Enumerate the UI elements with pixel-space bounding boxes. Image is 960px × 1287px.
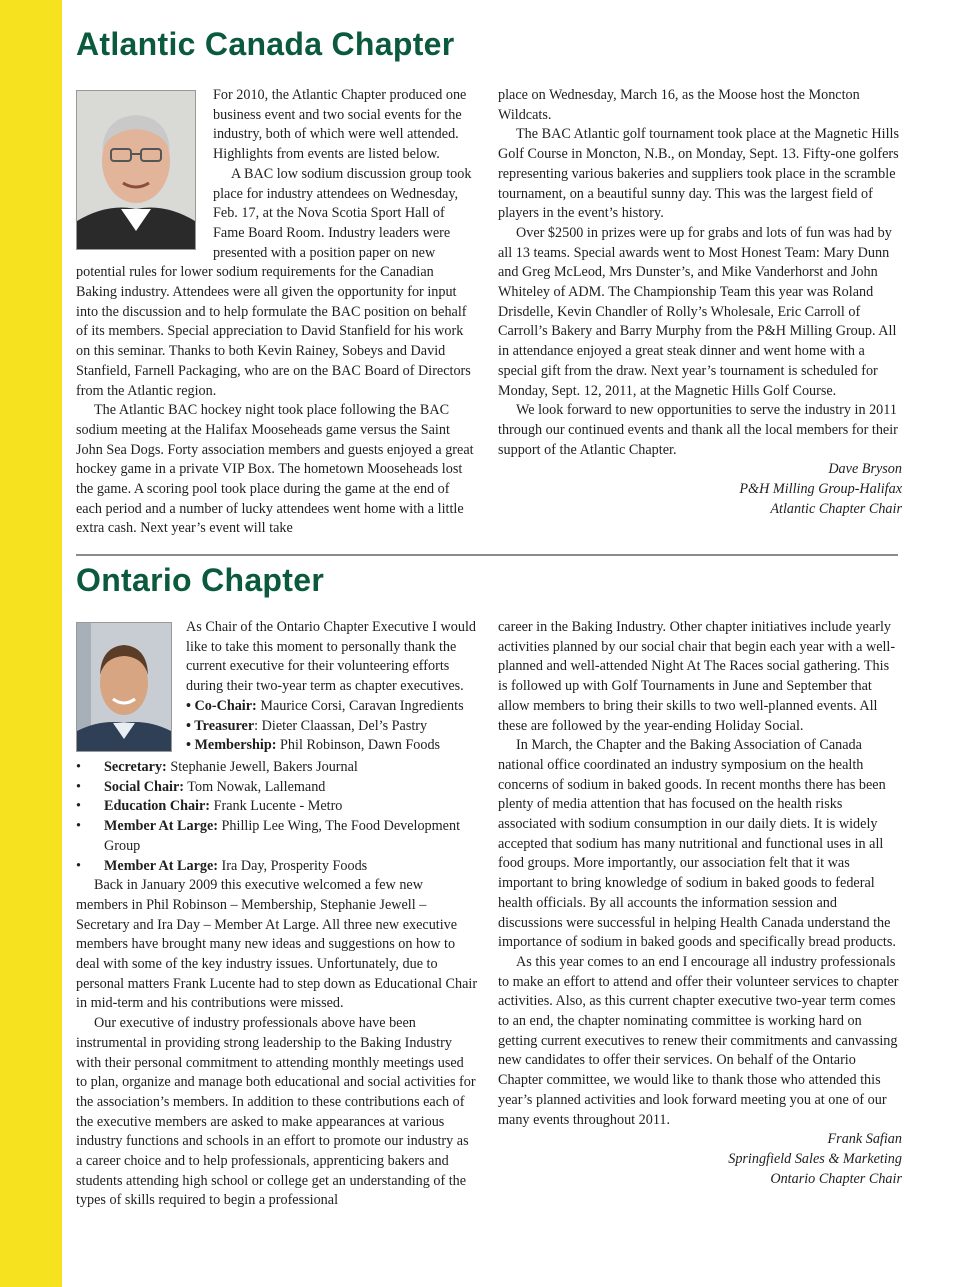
exec-name: Phillip Lee Wing, The Food Development Group — [104, 818, 461, 854]
exec-item: • Secretary: Stephanie Jewell, Bakers Journal — [76, 759, 358, 775]
exec-role: Membership: — [194, 737, 277, 754]
exec-role: Social Chair: — [104, 778, 184, 795]
atlantic-left-column — [76, 86, 478, 539]
exec-item: • Social Chair: Tom Nowak, Lallemand — [76, 778, 326, 795]
atlantic-para-4: place on Wednesday, March 16, as the Moose host the Moncton Wildcats. — [498, 87, 860, 123]
atlantic-chair-photo — [76, 90, 196, 250]
atlantic-signature-name: Dave Bryson — [828, 461, 902, 478]
ontario-exec-list-bottom — [76, 758, 478, 876]
ontario-intro: As Chair of the Ontario Chapter Executive I would like to take this moment to personally thank the current executive for their volunteering efforts during their two-year term as chapter executives. — [186, 619, 476, 695]
exec-name: Ira Day, Prosperity Foods — [221, 857, 368, 874]
exec-item: • Membership: Phil Robinson, Dawn Foods — [186, 737, 441, 754]
ontario-left-column — [76, 618, 478, 1211]
ontario-signature-name: Frank Safian — [827, 1131, 902, 1148]
section-divider — [76, 554, 898, 556]
atlantic-para-1: For 2010, the Atlantic Chapter produced one business event and two social events for the industry, both of which were well attended. Highlights from events are listed below. — [213, 87, 467, 163]
ontario-para-1: Back in January 2009 this executive welcomed a few new members in Phil Robinson – Membership, Stephanie Jewell – Secretary and Ira Day – Member At Large. All three new executive members have brought many new ideas and suggestions on how to deal with some of the key industry issues. Unfortunately, due to personal matters Frank Lucente had to step down as Educational Chair in mid-term and his contributions were missed. — [76, 877, 478, 1012]
ontario-chair-photo — [76, 622, 172, 752]
exec-role: Secretary: — [104, 759, 167, 775]
ontario-para-3: career in the Baking Industry. Other chapter initiatives include yearly activities planned by our social chair that begin each year with a well-planned and well-attended Night At The Races social gathering. This is followed up with Golf Tournaments in June and September that allow members to bring their skills to two well-planned events. All these are followed by the year-ending Holiday Social. — [498, 619, 896, 734]
ontario-heading: Ontario Chapter — [76, 562, 325, 598]
yellow-margin-bar — [0, 0, 62, 1287]
exec-role: Education Chair: — [104, 798, 211, 815]
atlantic-signature-company: P&H Milling Group-Halifax — [739, 481, 902, 498]
ontario-para-2: Our executive of industry professionals above have been instrumental in providing strong leadership to the Baking Industry with their personal commitment to attending monthly meetings used to plan, organize and manage both educational and social activities for the association’s members. In addition to these contributions each of the executive members are asked to make appearances at various industry functions and schools in an effort to promote our industry as a career choice and to help professionals, apprenticing bakers and students attending high school or college get an understanding of the types of skills required to begin a professional — [76, 1015, 476, 1209]
exec-item: • Education Chair: Frank Lucente - Metro — [76, 798, 343, 815]
atlantic-para-2: A BAC low sodium discussion group took place for industry attendees on Wednesday, Feb. 17, at the Nova Scotia Sport Hall of Fame Board Room. Industry leaders were presented with a position paper on new potential rules for lower sodium requirements for the Canadian Baking industry. Attendees were all given the opportunity for input into the discussion and to help formulate the BAC position on behalf of its members. Special appreciation to David Stanfield for his work on this seminar. Thanks to both Kevin Rainey, Sobeys and David Stanfield, Farnell Packaging, who are on the BAC Board of Directors from the Atlantic region. — [76, 165, 472, 399]
exec-name: Stephanie Jewell, Bakers Journal — [170, 759, 358, 775]
atlantic-right-column — [498, 86, 902, 519]
ontario-para-5: As this year comes to an end I encourage all industry professionals to make an effort to attend and offer their volunteer services to chapter activities. Also, as this current chapter executive two-year term comes to an end, the chapter nominating committee is working hard on getting current executives to renew their commitments and canvassing new candidates to offer their services. On behalf of the Ontario Chapter committee, we would like to thank those who attended this year’s planned activities and look forward meeting you at one of our many events throughout 2011. — [498, 953, 899, 1128]
atlantic-heading: Atlantic Canada Chapter — [76, 26, 455, 62]
atlantic-signature-role: Atlantic Chapter Chair — [770, 500, 902, 517]
exec-role: Member At Large: — [104, 818, 218, 835]
exec-role: Treasurer — [194, 717, 255, 734]
exec-item: • Co-Chair: Maurice Corsi, Caravan Ingredients — [186, 697, 464, 714]
exec-name: Tom Nowak, Lallemand — [187, 778, 326, 795]
exec-role: Member At Large: — [104, 857, 218, 874]
exec-item: • Treasurer: Dieter Claassan, Del’s Pastry — [186, 717, 428, 734]
exec-name: Frank Lucente - Metro — [213, 798, 343, 815]
atlantic-para-5: The BAC Atlantic golf tournament took place at the Magnetic Hills Golf Course in Moncton, N.B., on Monday, Sept. 13. Fifty-one golfers representing various bakeries and suppliers took place in the scramble tournament, on a beautiful sunny day. This was the largest field of players in the event’s history. — [498, 126, 899, 222]
ontario-signature-role: Ontario Chapter Chair — [770, 1170, 902, 1187]
atlantic-para-3: The Atlantic BAC hockey night took place following the BAC sodium meeting at the Halifax Mooseheads game versus the Saint John Sea Dogs. Forty association members and guests enjoyed a great hockey game in a private VIP Box. The hometown Mooseheads lost the game. A scoring pool took place during the game at the end of each period and a number of lucky attendees went home with a little extra cash. Next year’s event will take — [76, 402, 474, 537]
ontario-para-4: In March, the Chapter and the Baking Association of Canada national office coordinated an industry symposium on the health concerns of sodium in baked goods. In recent months there has been plenty of media attention that has focused on the health risks associated with sodium consumption in our daily diets. It is widely accepted that sodium has many nutritional and functional uses in all food groups. More importantly, our association felt that it was important to bring knowledge of sodium in baked goods to federal health officials. By all accounts the information session and discussions were successful in helping Health Canada understand the importance of sodium in baked goods and specifically bread products. — [498, 737, 896, 951]
exec-item: • Member At Large: Ira Day, Prosperity Foods — [76, 857, 368, 874]
exec-name: Phil Robinson, Dawn Foods — [280, 737, 441, 754]
atlantic-para-6: Over $2500 in prizes were up for grabs and lots of fun was had by all 13 teams. Special awards went to Most Honest Team: Mary Dunn and Greg McLeod, Mrs Dunster’s, and Mike Vanderhorst and John Whiteley of ADM. The Championship Team this year was Roland Drisdelle, Kevin Chandler of Rolly’s Wholesale, Eric Carroll of Carroll’s Bakery and Barry Murphy from the P&H Milling Group. All in attendance enjoyed a great steak dinner and went home with a special gift from the draw. Next year’s tournament is scheduled for Monday, Sept. 12, 2011, at the Magnetic Hills Golf Course. — [498, 224, 897, 399]
exec-name: : Dieter Claassan, Del’s Pastry — [254, 717, 428, 734]
exec-item: • Member At Large: Phillip Lee Wing, The Food Development Group — [76, 818, 461, 854]
exec-role: Co-Chair: — [194, 697, 257, 714]
atlantic-para-7: We look forward to new opportunities to serve the industry in 2011 through our continued events and thank all the local members for their support of the Atlantic Chapter. — [498, 402, 898, 458]
exec-name: Maurice Corsi, Caravan Ingredients — [260, 697, 464, 714]
ontario-signature-company: Springfield Sales & Marketing — [728, 1150, 902, 1167]
ontario-right-column — [498, 618, 902, 1189]
